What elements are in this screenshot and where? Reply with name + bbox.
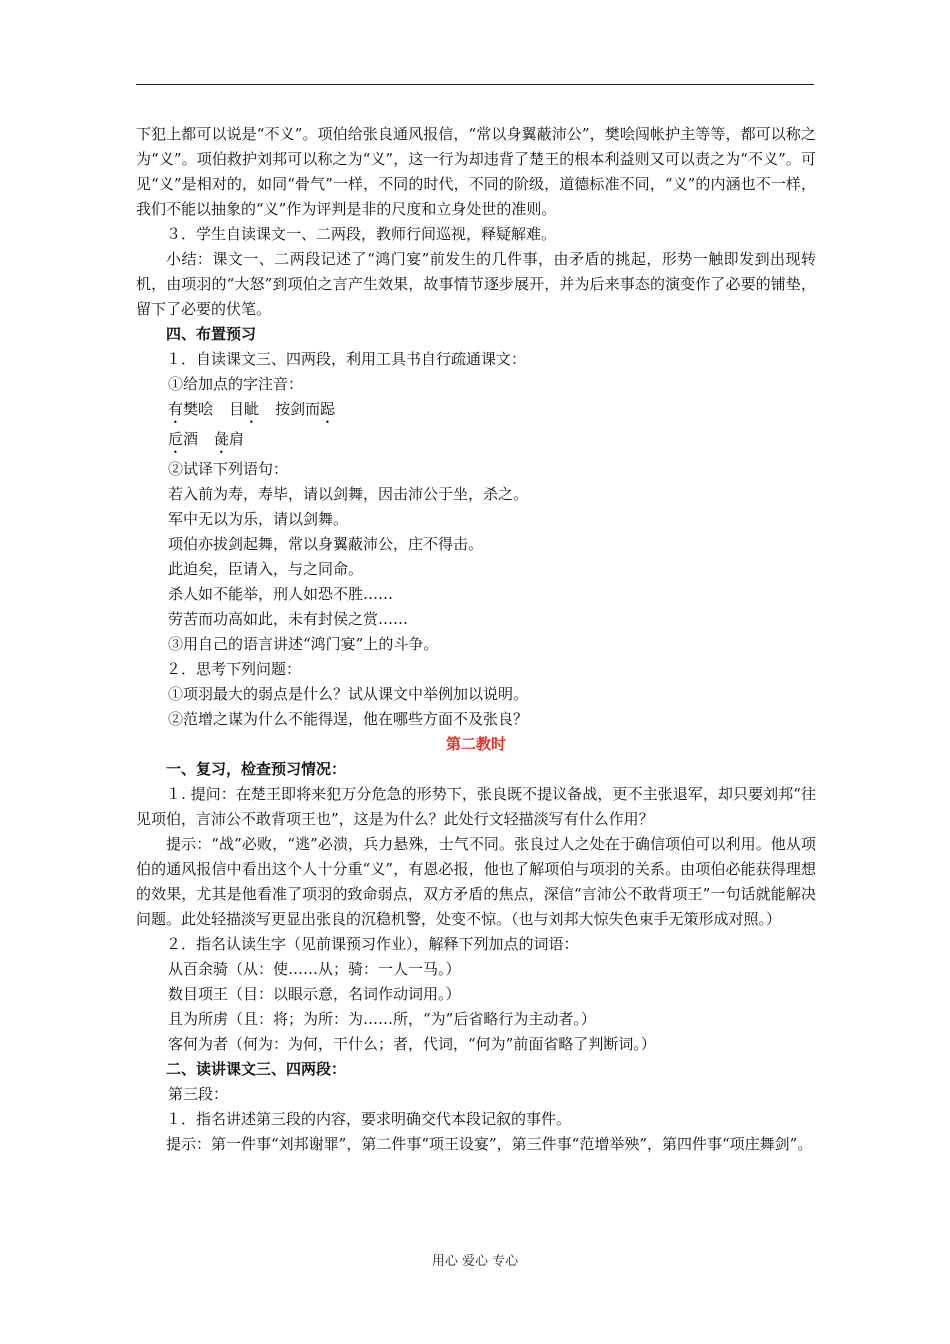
sentence: 若入前为寿，寿毕，请以剑舞，因击沛公于坐，杀之。 bbox=[168, 485, 529, 503]
list-item: １．自读课文三、四两段，利用工具书自行疏通课文： bbox=[166, 350, 527, 368]
sentence: 项伯亦拔剑起舞，常以身翼蔽沛公，庄不得击。 bbox=[168, 535, 484, 553]
dotted-word: 眦 bbox=[244, 400, 260, 418]
page-content bbox=[136, 122, 816, 1157]
dotted-word: 跽 bbox=[320, 400, 336, 418]
list-item: ①给加点的字注音： bbox=[168, 375, 304, 393]
dotted-words-line bbox=[136, 397, 816, 427]
section-heading: 四、布置预习 bbox=[166, 325, 257, 343]
paragraph: ３．学生自读课文一、二两段，教师行间巡视，释疑解难。 bbox=[166, 225, 557, 243]
list-item: ②试译下列语句： bbox=[168, 460, 289, 478]
lesson-title: 第二教时 bbox=[445, 735, 506, 753]
sentence: 杀人如不能举，刑人如恐不胜…… bbox=[168, 585, 394, 603]
word: 樊哙 bbox=[183, 400, 214, 418]
word: 目 bbox=[229, 400, 245, 418]
paragraph: １．指名讲述第三段的内容，要求明确交代本段记叙的事件。 bbox=[166, 1110, 572, 1128]
page-footer: 用心 爱心 专心 bbox=[431, 1254, 519, 1269]
section-heading: 一、复习，检查预习情况： bbox=[166, 760, 347, 778]
paragraph: 小结：课文一、二两段记述了“鸿门宴”前发生的几件事，由矛盾的挑起，形势一触即发到出现转机，由项羽的“大怒”到项伯之言产生效果，故事情节逐步展开，并为后来事态的演变作了必要的铺垫，留下了必要的伏笔。 bbox=[136, 250, 816, 318]
paragraph: 提示：“战”必败，“逃”必溃，兵力悬殊，士气不同。张良过人之处在于确信项伯可以利用。他从项伯的通风报信中看出这个人十分重“义”，有恩必报，他也了解项伯与项羽的关系。由项伯必能获得理想的效果，尤其是他看准了项羽的致命弱点，双方矛盾的焦点，深信“言沛公不敢背项王”一句话就能解决问题。此处轻描淡写更显出张良的沉稳机警，处变不惊。（也与刘邦大惊失色束手无策形成对照。） bbox=[136, 835, 816, 928]
gloss: 客何为者（何为：为何，干什么；者，代词，“何为”前面省略了判断词。） bbox=[168, 1035, 656, 1053]
list-item: ③用自己的语言讲述“鸿门宴”上的斗争。 bbox=[168, 635, 439, 653]
question: ①项羽最大的弱点是什么？试从课文中举例加以说明。 bbox=[168, 685, 529, 703]
sentence: 此迫矣，臣请入，与之同命。 bbox=[168, 560, 364, 578]
subheading: 第三段： bbox=[168, 1085, 229, 1103]
dotted-word: 彘 bbox=[214, 430, 230, 448]
dotted-words-line bbox=[136, 427, 816, 457]
paragraph: １. 提问：在楚王即将来犯万分危急的形势下，张良既不提议备战，更不主张退军，却只要刘邦“往见项伯，言沛公不敢背项王也”，这是为什么？此处行文轻描淡写有什么作用？ bbox=[136, 785, 816, 828]
section-heading: 二、读讲课文三、四两段： bbox=[166, 1060, 347, 1078]
list-item: ２．思考下列问题： bbox=[166, 660, 302, 678]
word: 肩 bbox=[229, 430, 245, 448]
dotted-word: 有 bbox=[168, 400, 184, 418]
paragraph: 下犯上都可以说是“不义”。项伯给张良通风报信，“常以身翼蔽沛公”，樊哙闯帐护主等等，都可以称之为“义”。项伯救护刘邦可以称之为“义”，这一行为却违背了楚王的根本利益则又可以责之为“不义”。可见“义”是相对的，如同“骨气”一样，不同的时代，不同的阶级，道德标准不同，“义”的内涵也不一样，我们不能以抽象的“义”作为评判是非的尺度和立身处世的准则。 bbox=[136, 125, 816, 218]
dotted-word: 卮 bbox=[168, 430, 184, 448]
sentence: 军中无以为乐，请以剑舞。 bbox=[168, 510, 349, 528]
paragraph: 提示：第一件事“刘邦谢罪”，第二件事“项王设宴”，第三件事“范增举殃”，第四件事“项庄舞剑”。 bbox=[166, 1135, 813, 1153]
header-rule bbox=[136, 84, 814, 85]
word: 按剑而 bbox=[275, 400, 321, 418]
word: 酒 bbox=[183, 430, 199, 448]
gloss: 且为所虏（且：将；为所：为……所，“为”后省略行为主动者。） bbox=[168, 1010, 596, 1028]
gloss: 数目项王（目：以眼示意，名词作动词用。） bbox=[168, 985, 461, 1003]
question: ②范增之谋为什么不能得逞，他在哪些方面不及张良？ bbox=[168, 710, 529, 728]
sentence: 劳苦而功高如此，未有封侯之赏…… bbox=[168, 610, 409, 628]
gloss: 从百余骑（从：使……从；骑：一人一马。） bbox=[168, 960, 461, 978]
paragraph: ２．指名认读生字（见前课预习作业），解释下列加点的词语： bbox=[166, 935, 579, 953]
